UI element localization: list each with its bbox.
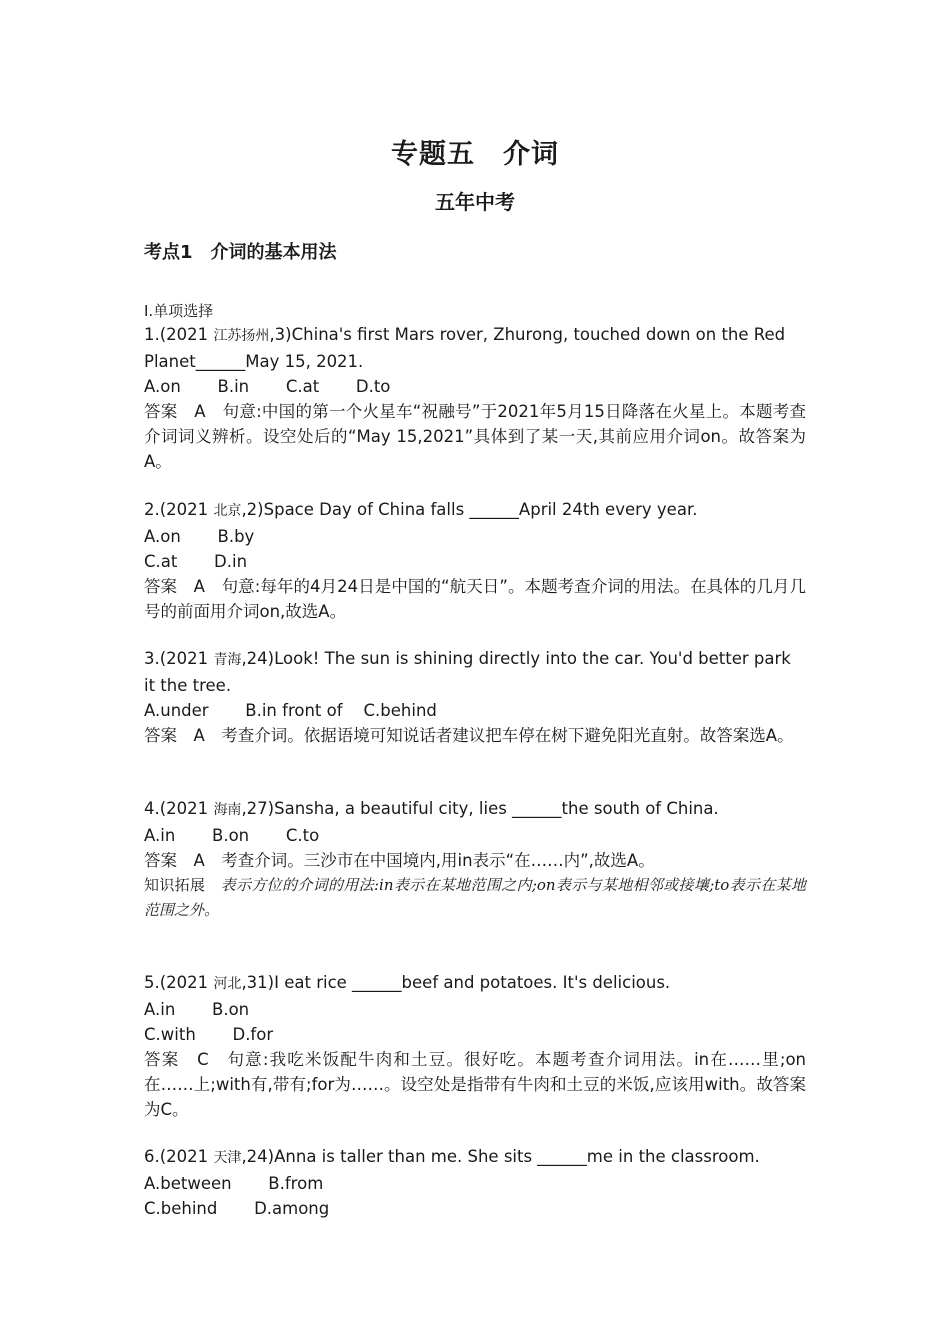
- question-2: [144, 497, 806, 624]
- answer-block: [144, 723, 806, 748]
- question-options: A.on B.in C.at D.to: [144, 377, 391, 396]
- question-text: Space Day of China falls ______April 24th every year.: [263, 500, 698, 519]
- answer-key: A: [177, 402, 223, 421]
- answer-tag: 答案: [144, 402, 178, 421]
- question-options: C.behind D.among: [144, 1199, 330, 1218]
- knowledge-tip: [144, 873, 806, 923]
- question-stem: [144, 970, 806, 997]
- page-subtitle: 五年中考: [435, 190, 515, 214]
- question-text: China's first Mars rover, Zhurong, touched down on the Red Planet______May 15, 2021.: [144, 325, 786, 371]
- tip-tag: 知识拓展: [144, 876, 206, 894]
- question-options: C.at D.in: [144, 552, 248, 571]
- answer-tag: 答案: [144, 577, 178, 596]
- question-number: 6.: [144, 1147, 160, 1166]
- question-source: (2021 河北,31): [159, 973, 275, 992]
- question-number: 3.: [144, 649, 160, 668]
- answer-explanation: 句意:每年的4月24日是中国的“航天日”。本题考查介词的用法。在具体的几月几号的前面用介词on,故选A。: [144, 577, 806, 621]
- answer-explanation: 考查介词。依据语境可知说话者建议把车停在树下避免阳光直射。故答案选A。: [221, 726, 794, 745]
- question-number: 5.: [144, 973, 160, 992]
- answer-block: [144, 399, 806, 474]
- question-4: [144, 796, 806, 923]
- question-stem: [144, 497, 806, 524]
- question-stem: [144, 646, 806, 698]
- page-title: 专题五 介词: [391, 139, 559, 170]
- question-stem: [144, 322, 806, 374]
- question-source: (2021 江苏扬州,3): [159, 325, 292, 344]
- question-3: [144, 646, 806, 748]
- answer-block: [144, 574, 806, 624]
- question-source: (2021 北京,2): [159, 500, 264, 519]
- answer-key: A: [177, 577, 222, 596]
- answer-block: [144, 848, 806, 873]
- question-text: Anna is taller than me. She sits ______me in the classroom.: [274, 1147, 760, 1166]
- question-number: 4.: [144, 799, 160, 818]
- group-label: Ⅰ.单项选择: [144, 302, 214, 320]
- question-text: Sansha, a beautiful city, lies ______the south of China.: [274, 799, 719, 818]
- question-text: Look! The sun is shining directly into the car. You'd better park it the tree.: [144, 649, 791, 695]
- answer-tag: 答案: [144, 1050, 180, 1069]
- question-number: 2.: [144, 500, 160, 519]
- answer-tag: 答案: [144, 726, 177, 745]
- answer-block: [144, 1047, 806, 1122]
- answer-key: C: [179, 1050, 228, 1069]
- question-source: (2021 天津,24): [159, 1147, 275, 1166]
- question-stem: [144, 796, 806, 823]
- answer-key: A: [177, 851, 222, 870]
- question-text: I eat rice ______beef and potatoes. It's delicious.: [274, 973, 671, 992]
- answer-explanation: 句意:中国的第一个火星车“祝融号”于2021年5月15日降落在火星上。本题考查介词词义辨析。设空处后的“May 15,2021”具体到了某一天,其前应用介词on。故答案为A。: [144, 402, 807, 471]
- question-options: C.with D.for: [144, 1025, 274, 1044]
- question-source: (2021 海南,27): [159, 799, 275, 818]
- question-6: [144, 1144, 806, 1221]
- question-options: A.in B.on: [144, 1000, 250, 1019]
- question-stem: [144, 1144, 806, 1171]
- tip-text: 表示方位的介词的用法:in表示在某地范围之内;on表示与某地相邻或接壤;to表示在某地范围之外。: [144, 876, 806, 919]
- answer-key: A: [177, 726, 222, 745]
- question-5: [144, 970, 806, 1122]
- answer-explanation: 考查介词。三沙市在中国境内,用in表示“在……内”,故选A。: [221, 851, 655, 870]
- document-page: [144, 0, 806, 1344]
- question-options: A.under B.in front of C.behind: [144, 701, 437, 720]
- question-options: A.between B.from: [144, 1174, 324, 1193]
- question-number: 1.: [144, 325, 160, 344]
- section-heading: 考点1 介词的基本用法: [144, 242, 337, 263]
- question-source: (2021 青海,24): [159, 649, 275, 668]
- answer-tag: 答案: [144, 851, 177, 870]
- question-options: A.on B.by: [144, 527, 255, 546]
- question-1: [144, 322, 806, 474]
- answer-explanation: 句意:我吃米饭配牛肉和土豆。很好吃。本题考查介词用法。in在……里;on在……上;with有,带有;for为……。设空处是指带有牛肉和土豆的米饭,应该用with。故答案为C。: [144, 1050, 806, 1119]
- question-options: A.in B.on C.to: [144, 826, 320, 845]
